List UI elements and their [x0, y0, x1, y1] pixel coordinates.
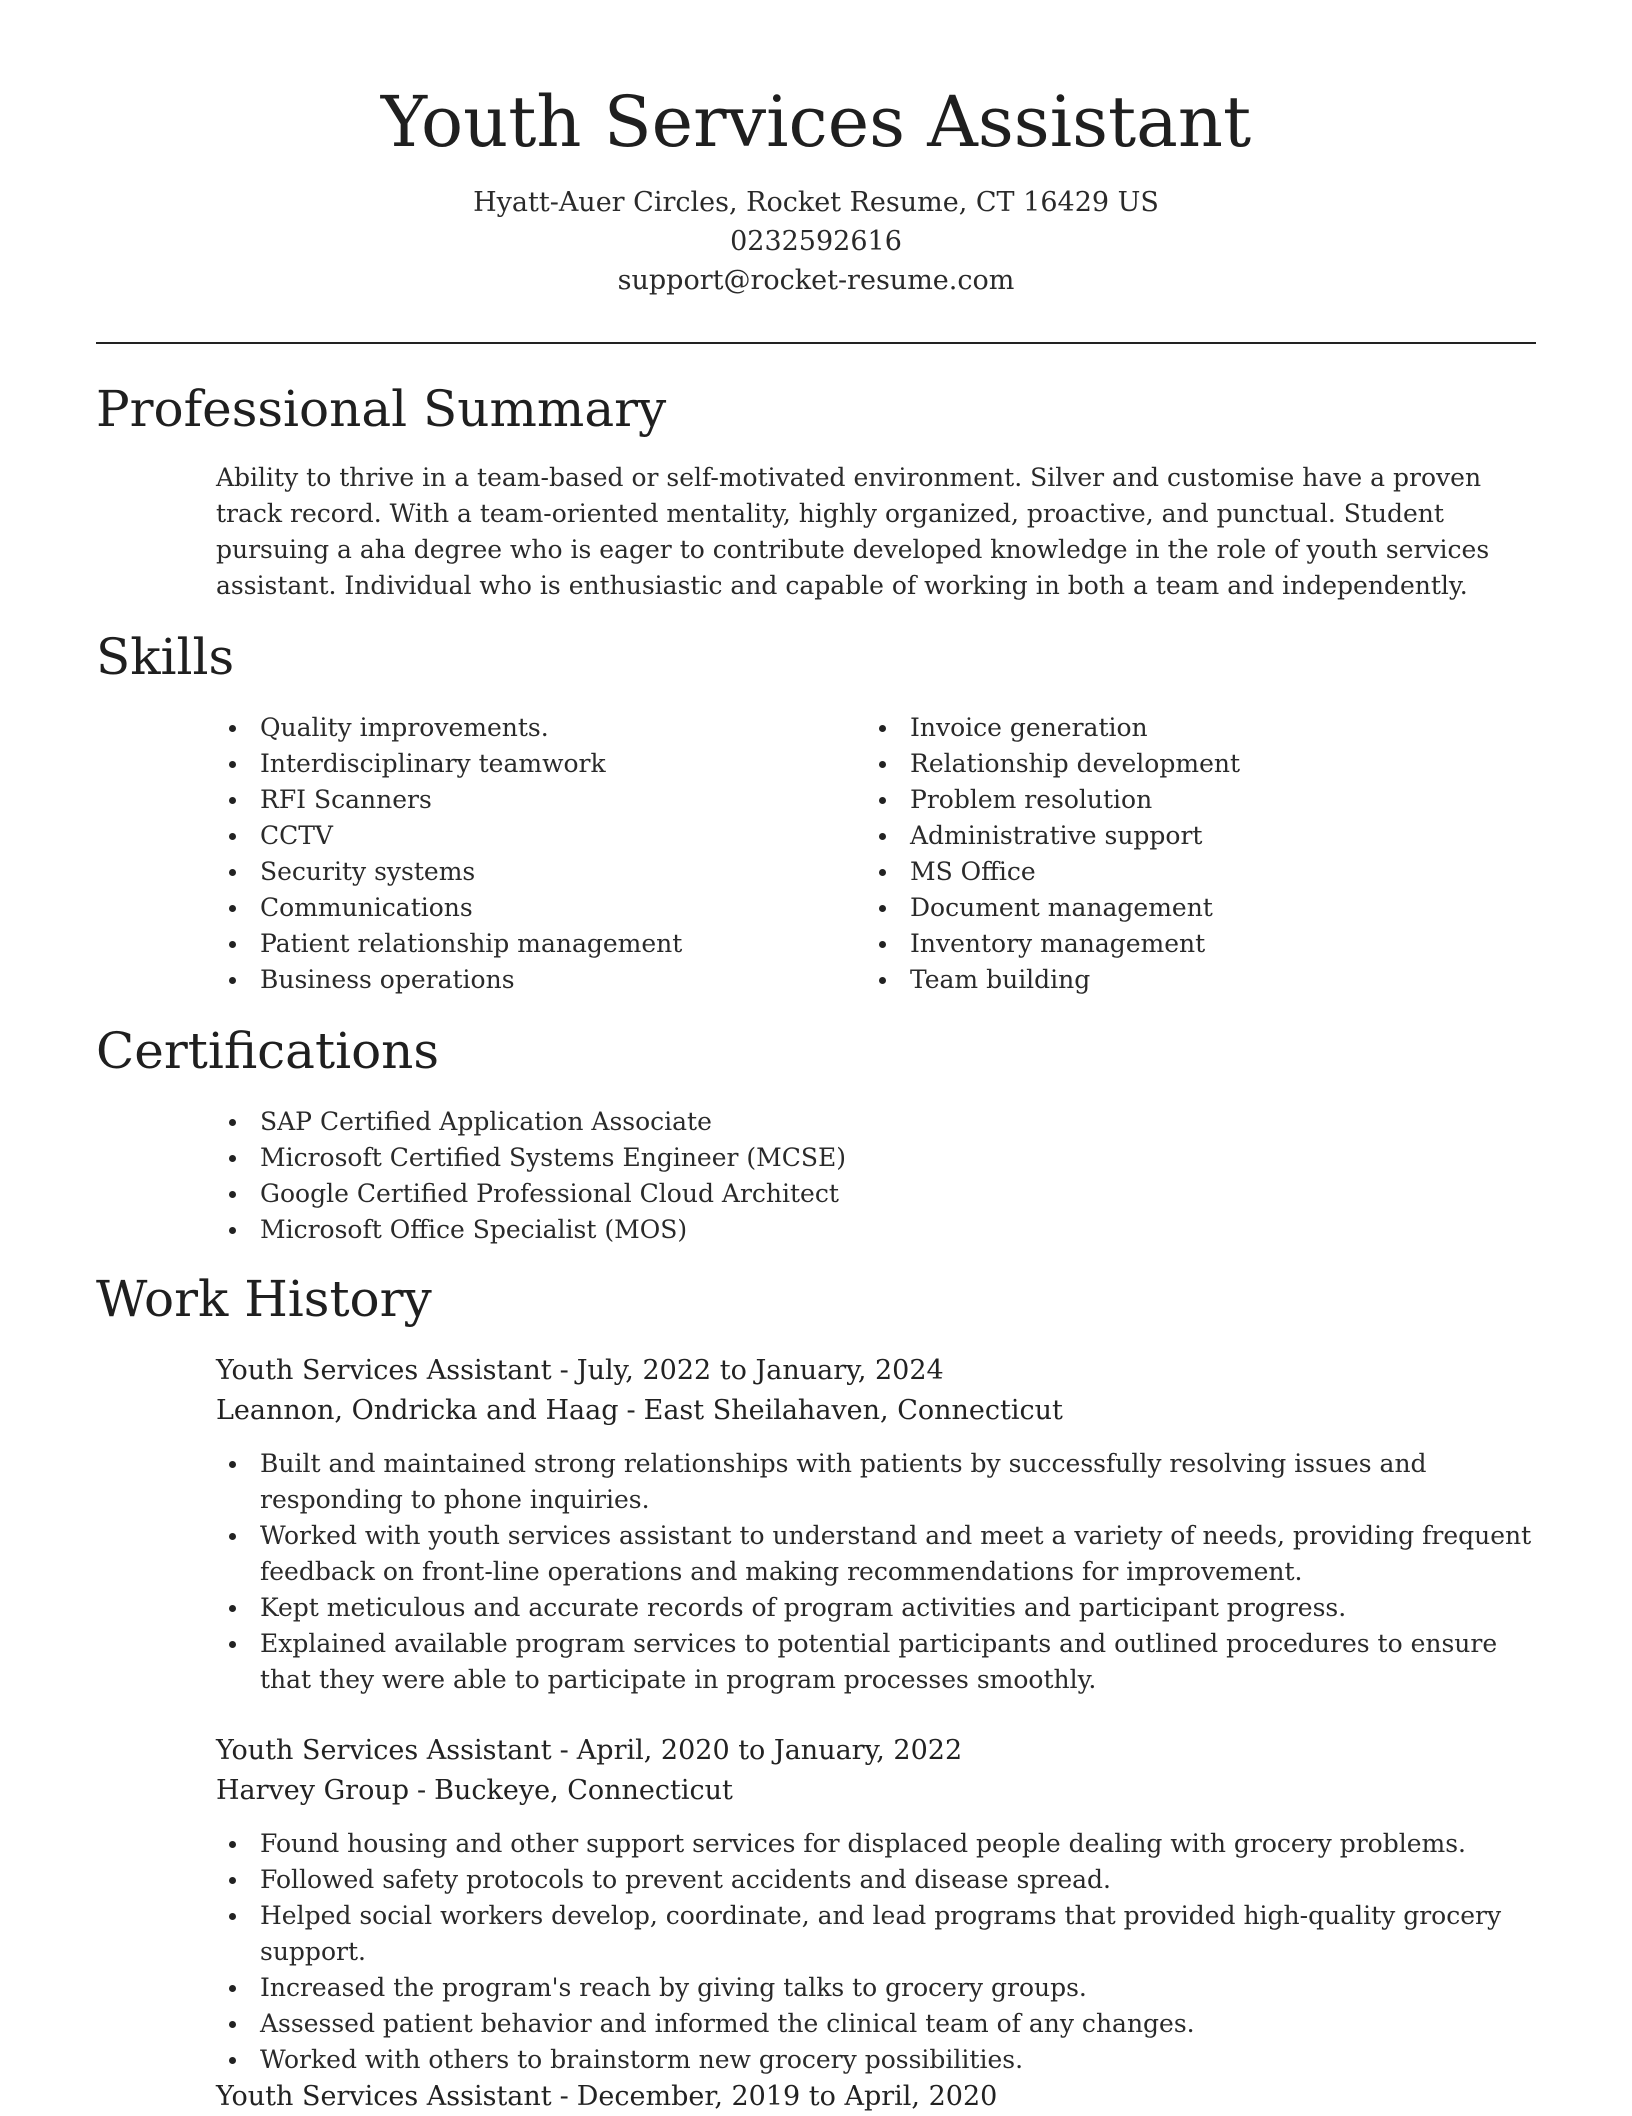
resume-name: Youth Services Assistant: [380, 81, 1252, 163]
job-dates: April, 2020 to January, 2022: [576, 1735, 963, 1766]
certification-item: Microsoft Certified Systems Engineer (MCSE): [216, 1140, 1536, 1176]
job-dates: December, 2019 to April, 2020: [576, 2081, 998, 2112]
skill-item: Relationship development: [866, 746, 1466, 782]
summary-text: Ability to thrive in a team-based or self-motivated environment. Silver and customise have a proven track record. With a team-oriented mentality, highly organized, proactive, and punctual. Student pursuing a aha degree who is eager to contribute developed knowledge in the role of youth services assistant. Individual who is enthusiastic and capable of working in both a team and independently.: [216, 463, 1490, 600]
separator: -: [417, 1775, 427, 1806]
skill-item: Invoice generation: [866, 710, 1466, 746]
job-bullet: Assessed patient behavior and informed the clinical team of any changes.: [216, 2006, 1536, 2042]
skill-item: Patient relationship management: [216, 926, 816, 962]
job-2-bullets: [216, 1826, 1536, 2078]
skills-list-right: [866, 710, 1466, 998]
skill-item: Business operations: [216, 962, 816, 998]
job-bullet: Found housing and other support services for displaced people dealing with grocery problems.: [216, 1826, 1536, 1862]
job-bullet: Kept meticulous and accurate records of program activities and participant progress.: [216, 1590, 1536, 1626]
separator: -: [626, 1395, 636, 1426]
job-3-title-line: [216, 2078, 997, 2116]
job-role: Youth Services Assistant: [216, 2081, 552, 2112]
job-bullet: Worked with others to brainstorm new grocery possibilities.: [216, 2042, 1536, 2078]
skill-item: Communications: [216, 890, 816, 926]
job-bullet: Helped social workers develop, coordinate, and lead programs that provided high-quality grocery support.: [216, 1898, 1536, 1970]
skill-item: Inventory management: [866, 926, 1466, 962]
skill-item: Interdisciplinary teamwork: [216, 746, 816, 782]
skills-list-left: [216, 710, 816, 998]
skill-item: RFI Scanners: [216, 782, 816, 818]
skill-item: Problem resolution: [866, 782, 1466, 818]
skill-item: MS Office: [866, 854, 1466, 890]
contact-address: Hyatt-Auer Circles, Rocket Resume, CT 16429 US: [473, 187, 1159, 218]
contact-email: support@rocket-resume.com: [617, 265, 1015, 296]
contact-block: [0, 183, 1632, 300]
summary-heading: Professional Summary: [96, 380, 667, 438]
job-company: Leannon, Ondricka and Haag: [216, 1395, 619, 1426]
job-bullet: Built and maintained strong relationships with patients by successfully resolving issues and responding to phone inquiries.: [216, 1446, 1536, 1518]
job-bullet: Worked with youth services assistant to understand and meet a variety of needs, providing frequent feedback on front-line operations and making recommendations for improvement.: [216, 1518, 1536, 1590]
job-2-company-line: [216, 1772, 733, 1810]
certifications-list: [216, 1104, 1536, 1248]
skills-heading: Skills: [96, 628, 235, 686]
job-location: East Sheilahaven, Connecticut: [643, 1395, 1063, 1426]
job-role: Youth Services Assistant: [216, 1355, 552, 1386]
certification-item: SAP Certified Application Associate: [216, 1104, 1536, 1140]
work-history-heading: Work History: [96, 1270, 432, 1328]
certifications-heading: Certifications: [96, 1022, 440, 1080]
skill-item: Quality improvements.: [216, 710, 816, 746]
job-role: Youth Services Assistant: [216, 1735, 552, 1766]
contact-phone: 0232592616: [730, 226, 902, 257]
job-bullet: Followed safety protocols to prevent accidents and disease spread.: [216, 1862, 1536, 1898]
job-bullet: Explained available program services to potential participants and outlined procedures to ensure that they were able to participate in program processes smoothly.: [216, 1626, 1536, 1698]
job-1-title-line: [216, 1352, 944, 1390]
job-company: Harvey Group: [216, 1775, 410, 1806]
separator: -: [559, 1735, 569, 1766]
job-location: Buckeye, Connecticut: [434, 1775, 733, 1806]
skill-item: Team building: [866, 962, 1466, 998]
skill-item: Administrative support: [866, 818, 1466, 854]
header-divider: [96, 342, 1536, 344]
skill-item: Security systems: [216, 854, 816, 890]
skill-item: CCTV: [216, 818, 816, 854]
job-dates: July, 2022 to January, 2024: [576, 1355, 944, 1386]
resume-header: [0, 0, 1632, 300]
certification-item: Microsoft Office Specialist (MOS): [216, 1212, 1536, 1248]
separator: -: [559, 1355, 569, 1386]
skill-item: Document management: [866, 890, 1466, 926]
job-1-company-line: [216, 1392, 1063, 1430]
separator: -: [559, 2081, 569, 2112]
job-bullet: Increased the program's reach by giving talks to grocery groups.: [216, 1970, 1536, 2006]
job-1-bullets: [216, 1446, 1536, 1698]
certification-item: Google Certified Professional Cloud Architect: [216, 1176, 1536, 1212]
job-2-title-line: [216, 1732, 962, 1770]
